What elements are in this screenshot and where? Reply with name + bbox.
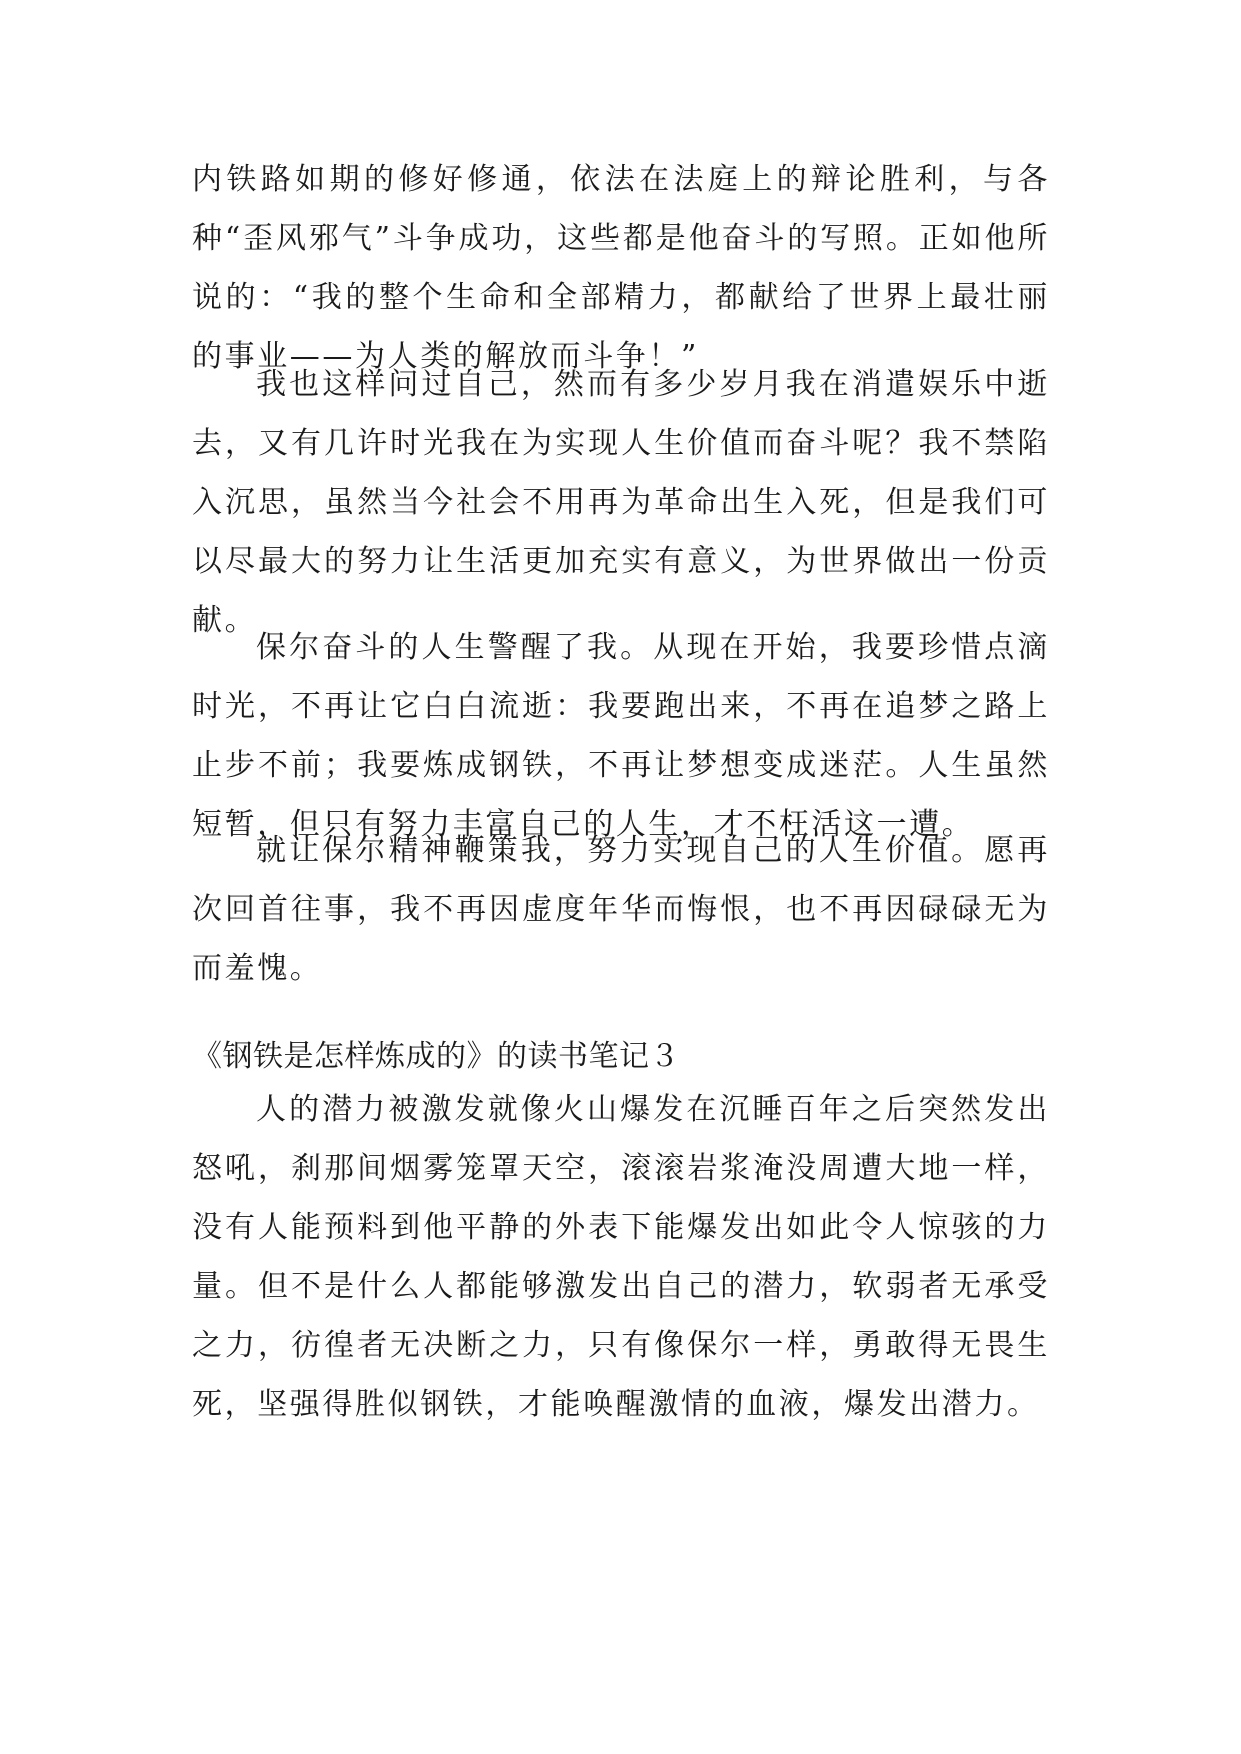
section-title: 《钢铁是怎样炼成的》的读书笔记３ [192,1039,680,1074]
body-paragraph: 就让保尔精神鞭策我，努力实现自己的人生价值。愿再次回首往事，我不再因虚度年华而悔恨，也不再因碌碌无为而羞愧。 [192,833,1050,986]
body-paragraph: 我也这样问过自己，然而有多少岁月我在消遣娱乐中逝去，又有几许时光我在为实现人生价值而奋斗呢？我不禁陷入沉思，虽然当今社会不用再为革命出生入死，但是我们可以尽最大的努力让生活更加充实有意义，为世界做出一份贡献。 [192,367,1050,638]
body-paragraph: 保尔奋斗的人生警醒了我。从现在开始，我要珍惜点滴时光，不再让它白白流逝：我要跑出来，不再在追梦之路上止步不前；我要炼成钢铁，不再让梦想变成迷茫。人生虽然短暂，但只有努力丰富自己的人生，才不枉活这一遭。 [192,630,1050,842]
body-paragraph: 内铁路如期的修好修通，依法在法庭上的辩论胜利，与各种“歪风邪气”斗争成功，这些都是他奋斗的写照。正如他所说的：“我的整个生命和全部精力，都献给了世界上最壮丽的事业——为人类的解放而斗争！” [192,162,1050,374]
body-paragraph: 人的潜力被激发就像火山爆发在沉睡百年之后突然发出怒吼，刹那间烟雾笼罩天空，滚滚岩浆淹没周遭大地一样，没有人能预料到他平静的外表下能爆发出如此令人惊骇的力量。但不是什么人都能够激发出自己的潜力，软弱者无承受之力，彷徨者无决断之力，只有像保尔一样，勇敢得无畏生死，坚强得胜似钢铁，才能唤醒激情的血液，爆发出潜力。 [192,1092,1050,1422]
